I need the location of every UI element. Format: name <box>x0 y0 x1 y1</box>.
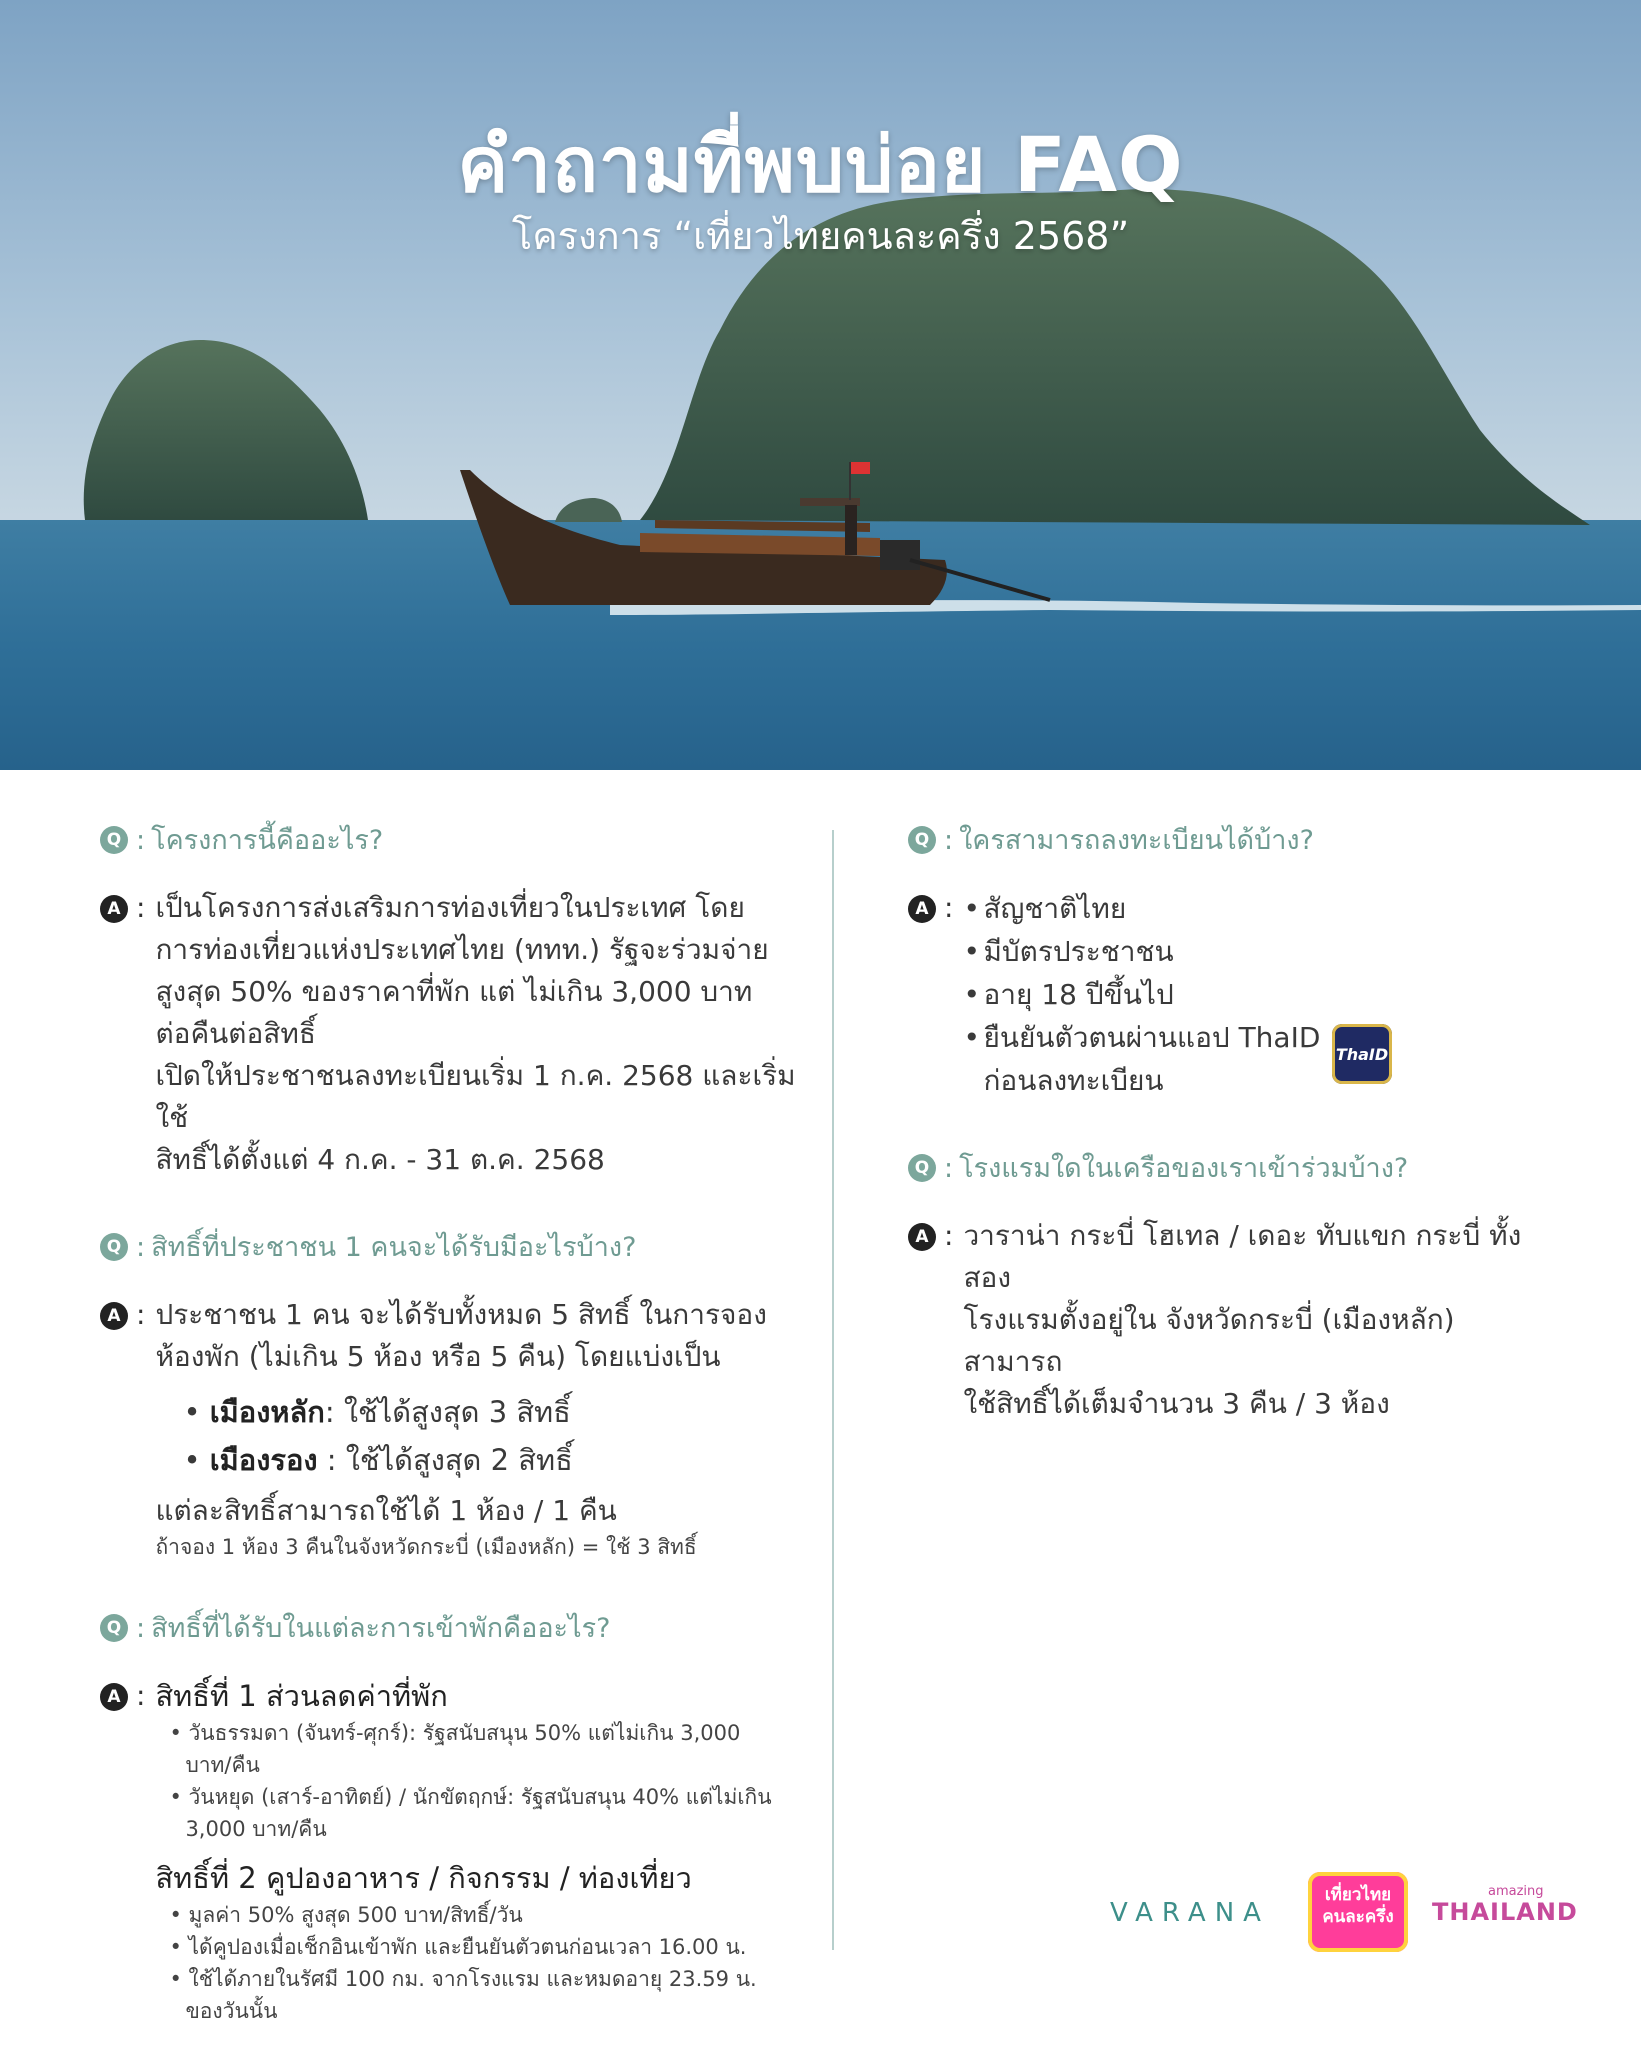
a-badge-icon: A <box>908 1223 936 1251</box>
answer-line: วาราน่า กระบี่ โฮเทล / เดอะ ทับแขก กระบี่ ทั้งสอง <box>963 1219 1522 1294</box>
a-badge-icon: A <box>100 895 128 923</box>
question-colon: : <box>944 825 954 856</box>
list-item: • ยืนยันตัวตนผ่านแอป ThaID <box>963 1021 1321 1054</box>
bullet-secondary-city: • เมืองรอง : ใช้ได้สูงสุด 2 สิทธิ์ <box>183 1443 573 1477</box>
answer-row <box>908 1215 1548 1425</box>
bullet-main-city: • เมืองหลัก: ใช้ได้สูงสุด 3 สิทธิ์ <box>183 1395 571 1429</box>
answer-example: ถ้าจอง 1 ห้อง 3 คืนในจังหวัดกระบี่ (เมืองหลัก) = ใช้ 3 สิทธิ์ <box>155 1535 697 1559</box>
page-title: คำถามที่พบบ่อย FAQ <box>457 120 1184 209</box>
list-item: • ได้คูปองเมื่อเช็กอินเข้าพัก และยืนยันตัวตนก่อนเวลา 16.00 น. <box>169 1935 747 1959</box>
benefit-2-list <box>169 1899 775 2027</box>
q-badge-icon: Q <box>908 826 936 854</box>
thaid-app-icon: ThaID <box>1332 1024 1392 1084</box>
answer-colon: : <box>136 1679 146 1712</box>
q-badge-icon: Q <box>908 1154 936 1182</box>
question-row <box>908 1146 1548 1189</box>
list-item: • สัญชาติไทย <box>963 892 1127 925</box>
tiew-line-1: เที่ยวไทย <box>1324 1885 1392 1905</box>
question-text: โรงแรมใดในเครือของเราเข้าร่วมบ้าง? <box>959 1153 1409 1184</box>
bullet-label: เมืองรอง <box>209 1443 318 1477</box>
answer-body <box>155 1675 775 2027</box>
question-colon: : <box>944 1153 954 1184</box>
list-item: • อายุ 18 ปีขึ้นไป <box>963 978 1174 1011</box>
question-text: สิทธิ์ที่ประชาชน 1 คนจะได้รับมีอะไรบ้าง? <box>151 1232 637 1263</box>
answer-colon: : <box>136 891 146 924</box>
question-colon: : <box>136 1232 146 1263</box>
bullet-text: : ใช้ได้สูงสุด 2 สิทธิ์ <box>317 1443 573 1477</box>
question-colon: : <box>136 825 146 856</box>
a-badge-icon: A <box>100 1683 128 1711</box>
amazing-thailand-logo <box>1432 1884 1578 1954</box>
a-badge-icon: A <box>100 1302 128 1330</box>
answer-line: เป็นโครงการส่งเสริมการท่องเที่ยวในประเทศ โดย <box>155 891 745 924</box>
list-item: • วันหยุด (เสาร์-อาทิตย์) / นักขัตฤกษ์: รัฐสนับสนุน 40% แต่ไม่เกิน 3,000 บาท/คืน <box>169 1785 772 1841</box>
question-text: โครงการนี้คืออะไร? <box>151 825 384 856</box>
answer-line: โรงแรมตั้งอยู่ใน จังหวัดกระบี่ (เมืองหลัก) สามารถ <box>963 1303 1455 1378</box>
answer-line: การท่องเที่ยวแห่งประเทศไทย (ททท.) รัฐจะร่วมจ่าย <box>155 933 769 966</box>
q-badge-icon: Q <box>100 1233 128 1261</box>
answer-line: ใช้สิทธิ์ได้เต็มจำนวน 3 คืน / 3 ห้อง <box>963 1387 1390 1420</box>
answer-body <box>963 1215 1548 1425</box>
benefit-1-list <box>169 1717 775 1845</box>
question-text: ใครสามารถลงทะเบียนได้บ้าง? <box>959 825 1314 856</box>
benefit-1-title: สิทธิ์ที่ 1 ส่วนลดค่าที่พัก <box>155 1679 448 1713</box>
list-item: ก่อนลงทะเบียน <box>983 1064 1164 1097</box>
answer-line: ห้องพัก (ไม่เกิน 5 ห้อง หรือ 5 คืน) โดยแบ่งเป็น <box>155 1340 721 1373</box>
left-column <box>100 818 800 2071</box>
eligibility-list <box>963 887 1320 1102</box>
answer-row <box>100 1675 800 2027</box>
faq-item-what-is <box>100 818 800 1181</box>
answer-line: ประชาชน 1 คน จะได้รับทั้งหมด 5 สิทธิ์ ในการจอง <box>155 1298 767 1331</box>
answer-row <box>100 1294 800 1562</box>
list-item: • ใช้ได้ภายในรัศมี 100 กม. จากโรงแรม และหมดอายุ 23.59 น. ของวันนั้น <box>169 1967 757 2023</box>
q-badge-icon: Q <box>100 826 128 854</box>
answer-line: ต่อคืนต่อสิทธิ์ <box>155 1017 316 1050</box>
question-row <box>908 818 1548 861</box>
question-row <box>100 1225 800 1268</box>
a-badge-icon: A <box>908 895 936 923</box>
answer-line: เปิดให้ประชาชนลงทะเบียนเริ่ม 1 ก.ค. 2568 และเริ่มใช้ <box>155 1059 796 1134</box>
answer-row <box>908 887 1548 1102</box>
answer-row <box>100 887 800 1181</box>
answer-body <box>155 887 800 1181</box>
tiew-thai-logo <box>1308 1872 1408 1952</box>
answer-note: แต่ละสิทธิ์สามารถใช้ได้ 1 ห้อง / 1 คืน <box>155 1494 617 1527</box>
benefit-2-title: สิทธิ์ที่ 2 คูปองอาหาร / กิจกรรม / ท่องเที่ยว <box>155 1861 692 1895</box>
question-colon: : <box>136 1613 146 1644</box>
faq-item-entitlements <box>100 1225 800 1562</box>
list-item: • มีบัตรประชาชน <box>963 935 1174 968</box>
tiew-line-2: คนละครึ่ง <box>1322 1907 1394 1927</box>
list-item: • มูลค่า 50% สูงสุด 500 บาท/สิทธิ์/วัน <box>169 1903 523 1927</box>
faq-item-benefits <box>100 1606 800 2027</box>
answer-body <box>155 1294 766 1562</box>
answer-colon: : <box>944 1219 954 1252</box>
right-column <box>908 818 1548 1469</box>
answer-line: สิทธิ์ได้ตั้งแต่ 4 ก.ค. - 31 ต.ค. 2568 <box>155 1143 605 1176</box>
footer-logos <box>1110 1872 1578 1962</box>
bullet-text: : ใช้ได้สูงสุด 3 สิทธิ์ <box>324 1395 571 1429</box>
hero-banner <box>0 0 1641 770</box>
column-divider <box>832 830 834 1950</box>
answer-colon: : <box>944 891 954 924</box>
faq-item-hotels <box>908 1146 1548 1425</box>
bullet-label: เมืองหลัก <box>209 1395 325 1429</box>
question-row <box>100 1606 800 1649</box>
answer-line: สูงสุด 50% ของราคาที่พัก แต่ ไม่เกิน 3,000 บาท <box>155 975 753 1008</box>
amazing-text: amazing <box>1488 1884 1544 1899</box>
thailand-text: THAILAND <box>1432 1898 1578 1926</box>
list-item: • วันธรรมดา (จันทร์-ศุกร์): รัฐสนับสนุน 50% แต่ไม่เกิน 3,000 บาท/คืน <box>169 1721 741 1777</box>
question-text: สิทธิ์ที่ได้รับในแต่ละการเข้าพักคืออะไร? <box>151 1613 611 1644</box>
faq-item-eligibility <box>908 818 1548 1102</box>
page-subtitle: โครงการ “เที่ยวไทยคนละครึ่ง 2568” <box>511 214 1130 258</box>
varana-logo: VARANA <box>1110 1898 1270 1928</box>
question-row <box>100 818 800 861</box>
q-badge-icon: Q <box>100 1614 128 1642</box>
answer-colon: : <box>136 1298 146 1331</box>
